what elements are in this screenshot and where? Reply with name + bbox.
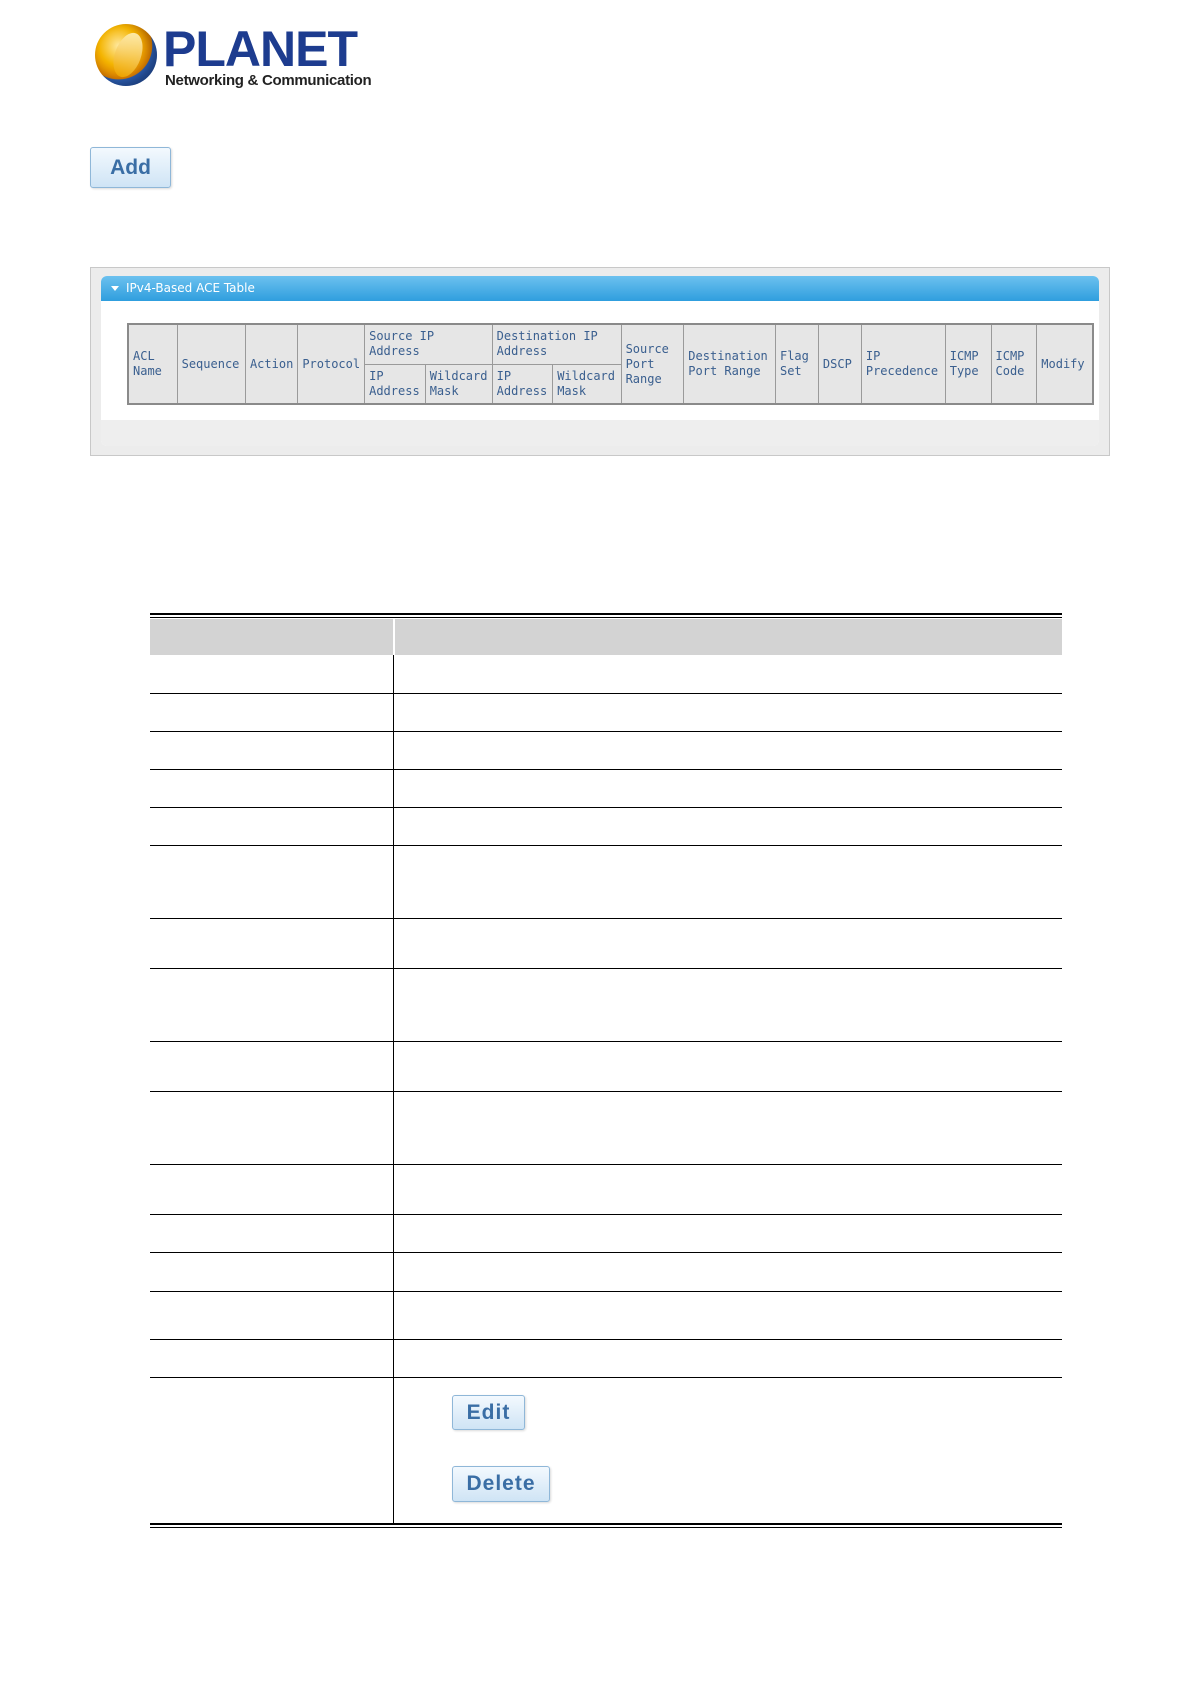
col-flag-set: Flag Set: [775, 324, 818, 404]
table-header-row: [150, 619, 1062, 655]
table-row: [150, 845, 1062, 846]
col-dscp: DSCP: [818, 324, 861, 404]
col-action: Action: [245, 324, 297, 404]
planet-logo: [95, 21, 372, 92]
table-row: [150, 1377, 1062, 1378]
collapse-triangle-icon[interactable]: [111, 286, 119, 291]
col-protocol: Protocol: [298, 324, 365, 404]
col-modify: Modify: [1037, 324, 1093, 404]
col-source-ip-address: Source IP Address: [365, 324, 493, 364]
table-header-divider: [393, 619, 395, 655]
table-row: [150, 1041, 1062, 1042]
table-row: [150, 918, 1062, 919]
table-row: [150, 968, 1062, 969]
table-bottom-rule-thin: [150, 1527, 1062, 1528]
table-row: [150, 1214, 1062, 1215]
col-icmp-type: ICMP Type: [945, 324, 991, 404]
col-acl-name: ACL Name: [128, 324, 177, 404]
table-row: [150, 1339, 1062, 1340]
table-row: [150, 769, 1062, 770]
col-source-port-range: Source Port Range: [621, 324, 684, 404]
col-destination-wildcard-mask: Wildcard Mask: [553, 364, 621, 404]
table-row: [150, 1164, 1062, 1165]
table-row: [150, 693, 1062, 694]
col-destination-ip: IP Address: [492, 364, 553, 404]
col-source-ip: IP Address: [365, 364, 426, 404]
globe-logo-icon: [95, 24, 157, 86]
col-ip-precedence: IP Precedence: [861, 324, 945, 404]
table-row: [150, 1091, 1062, 1092]
col-destination-port-range: Destination Port Range: [684, 324, 776, 404]
col-icmp-code: ICMP Code: [991, 324, 1037, 404]
table-row: [150, 1252, 1062, 1253]
col-source-wildcard-mask: Wildcard Mask: [425, 364, 492, 404]
table-top-rule: [150, 613, 1062, 615]
table-row: [150, 1291, 1062, 1292]
panel-footer: [101, 420, 1099, 446]
logo-wordmark: PLANET: [163, 21, 357, 77]
edit-button[interactable]: Edit: [452, 1395, 525, 1430]
panel-title: IPv4-Based ACE Table: [126, 281, 255, 295]
table-bottom-rule: [150, 1523, 1062, 1525]
table-column-divider: [393, 655, 394, 1523]
table-row: [150, 807, 1062, 808]
col-sequence: Sequence: [177, 324, 245, 404]
col-destination-ip-address: Destination IP Address: [492, 324, 621, 364]
table-top-rule-thin: [150, 617, 1062, 618]
add-button[interactable]: Add: [90, 147, 171, 188]
panel-header[interactable]: [101, 276, 1099, 301]
delete-button[interactable]: Delete: [452, 1466, 550, 1502]
logo-tagline: Networking & Communication: [165, 72, 372, 89]
ipv4-ace-table: [127, 323, 1094, 405]
table-row: [150, 731, 1062, 732]
